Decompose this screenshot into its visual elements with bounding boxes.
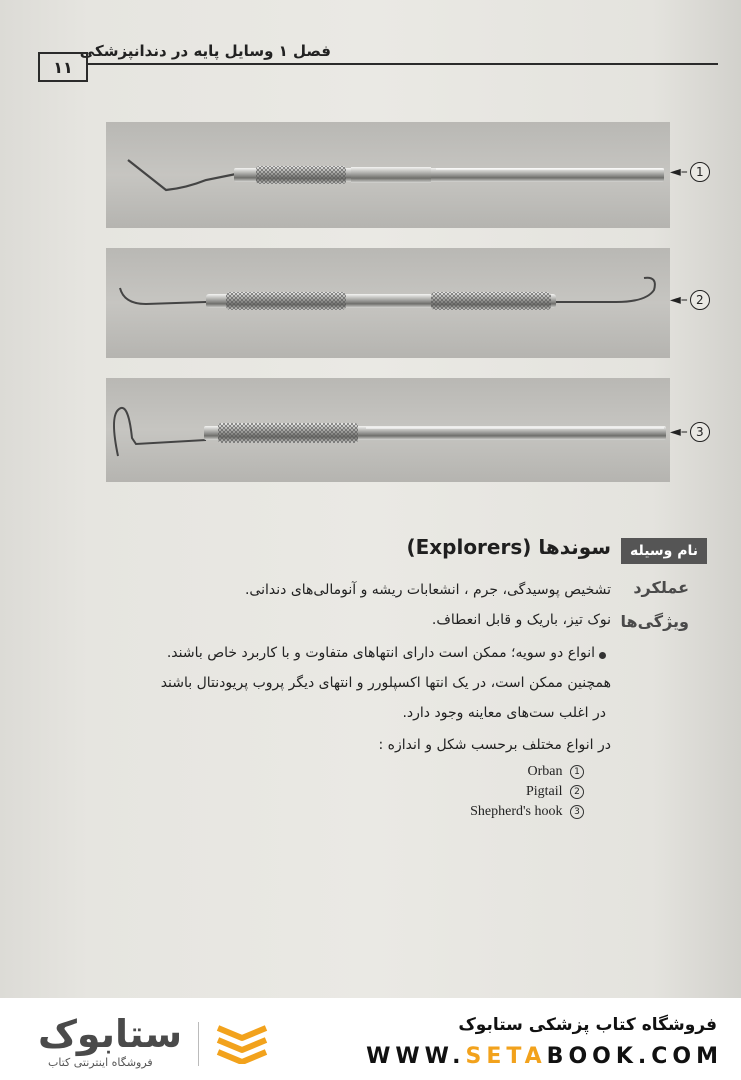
type-name: Orban	[527, 764, 563, 779]
store-title: فروشگاه کتاب پزشکی ستابوک	[458, 1015, 717, 1035]
type-number: 1	[570, 765, 584, 779]
callout-number: 3	[690, 422, 710, 442]
arrow-left-icon: ◄–	[670, 292, 688, 308]
logo-divider	[198, 1022, 199, 1066]
function-label: عملکرد	[633, 578, 689, 597]
type-item-pigtail	[526, 784, 584, 800]
type-name: Shepherd's hook	[470, 804, 563, 819]
bullet-icon	[599, 652, 606, 659]
footer-banner	[0, 998, 741, 1080]
page-number: ۱۱	[38, 52, 88, 82]
bullet-line-2: همچنین ممکن است، در یک انتها اکسپلورر و انتهای دیگر پروب پریودنتال باشند	[160, 675, 611, 691]
callout-3	[670, 422, 710, 442]
callout-number: 2	[690, 290, 710, 310]
callout-2	[670, 290, 710, 310]
store-logo-wordmark: ستابوک	[38, 1012, 183, 1056]
callout-1	[670, 162, 710, 182]
tool-title: سوندها (Explorers)	[406, 535, 611, 559]
features-label: ویژگی‌ها	[620, 612, 689, 631]
callout-number: 1	[690, 162, 710, 182]
photo-pigtail-explorer	[106, 248, 670, 358]
type-item-orban	[528, 764, 585, 780]
type-number: 2	[570, 785, 584, 799]
header-rule	[88, 63, 718, 65]
features-text: نوک تیز، باریک و قابل انعطاف.	[431, 612, 611, 628]
type-name: Pigtail	[525, 784, 563, 799]
store-url[interactable]: WWW.SETABOOK.COM	[366, 1044, 723, 1069]
photo-orban-explorer	[106, 122, 670, 228]
function-text: تشخیص پوسیدگی، جرم ، انشعابات ریشه و آنومالی‌های دندانی.	[244, 582, 611, 598]
book-stack-icon	[212, 1020, 272, 1064]
bullet-line-3: در اغلب ست‌های معاینه وجود دارد.	[402, 705, 606, 721]
store-logo-subtitle: فروشگاه اینترنتی کتاب	[48, 1056, 153, 1069]
arrow-left-icon: ◄–	[670, 164, 688, 180]
chapter-title: فصل ۱ وسایل پایه در دندانپزشکی	[79, 42, 331, 60]
photo-shepherds-hook-explorer	[106, 378, 670, 482]
arrow-left-icon: ◄–	[670, 424, 688, 440]
types-intro: در انواع مختلف برحسب شکل و اندازه :	[378, 737, 611, 753]
type-item-shepherds-hook	[470, 804, 584, 820]
type-number: 3	[570, 805, 584, 819]
bullet-line-1: انواع دو سویه؛ ممکن است دارای انتهاهای متفاوت و با کاربرد خاص باشند.	[166, 645, 595, 661]
tool-name-tag: نام وسیله	[621, 538, 707, 564]
